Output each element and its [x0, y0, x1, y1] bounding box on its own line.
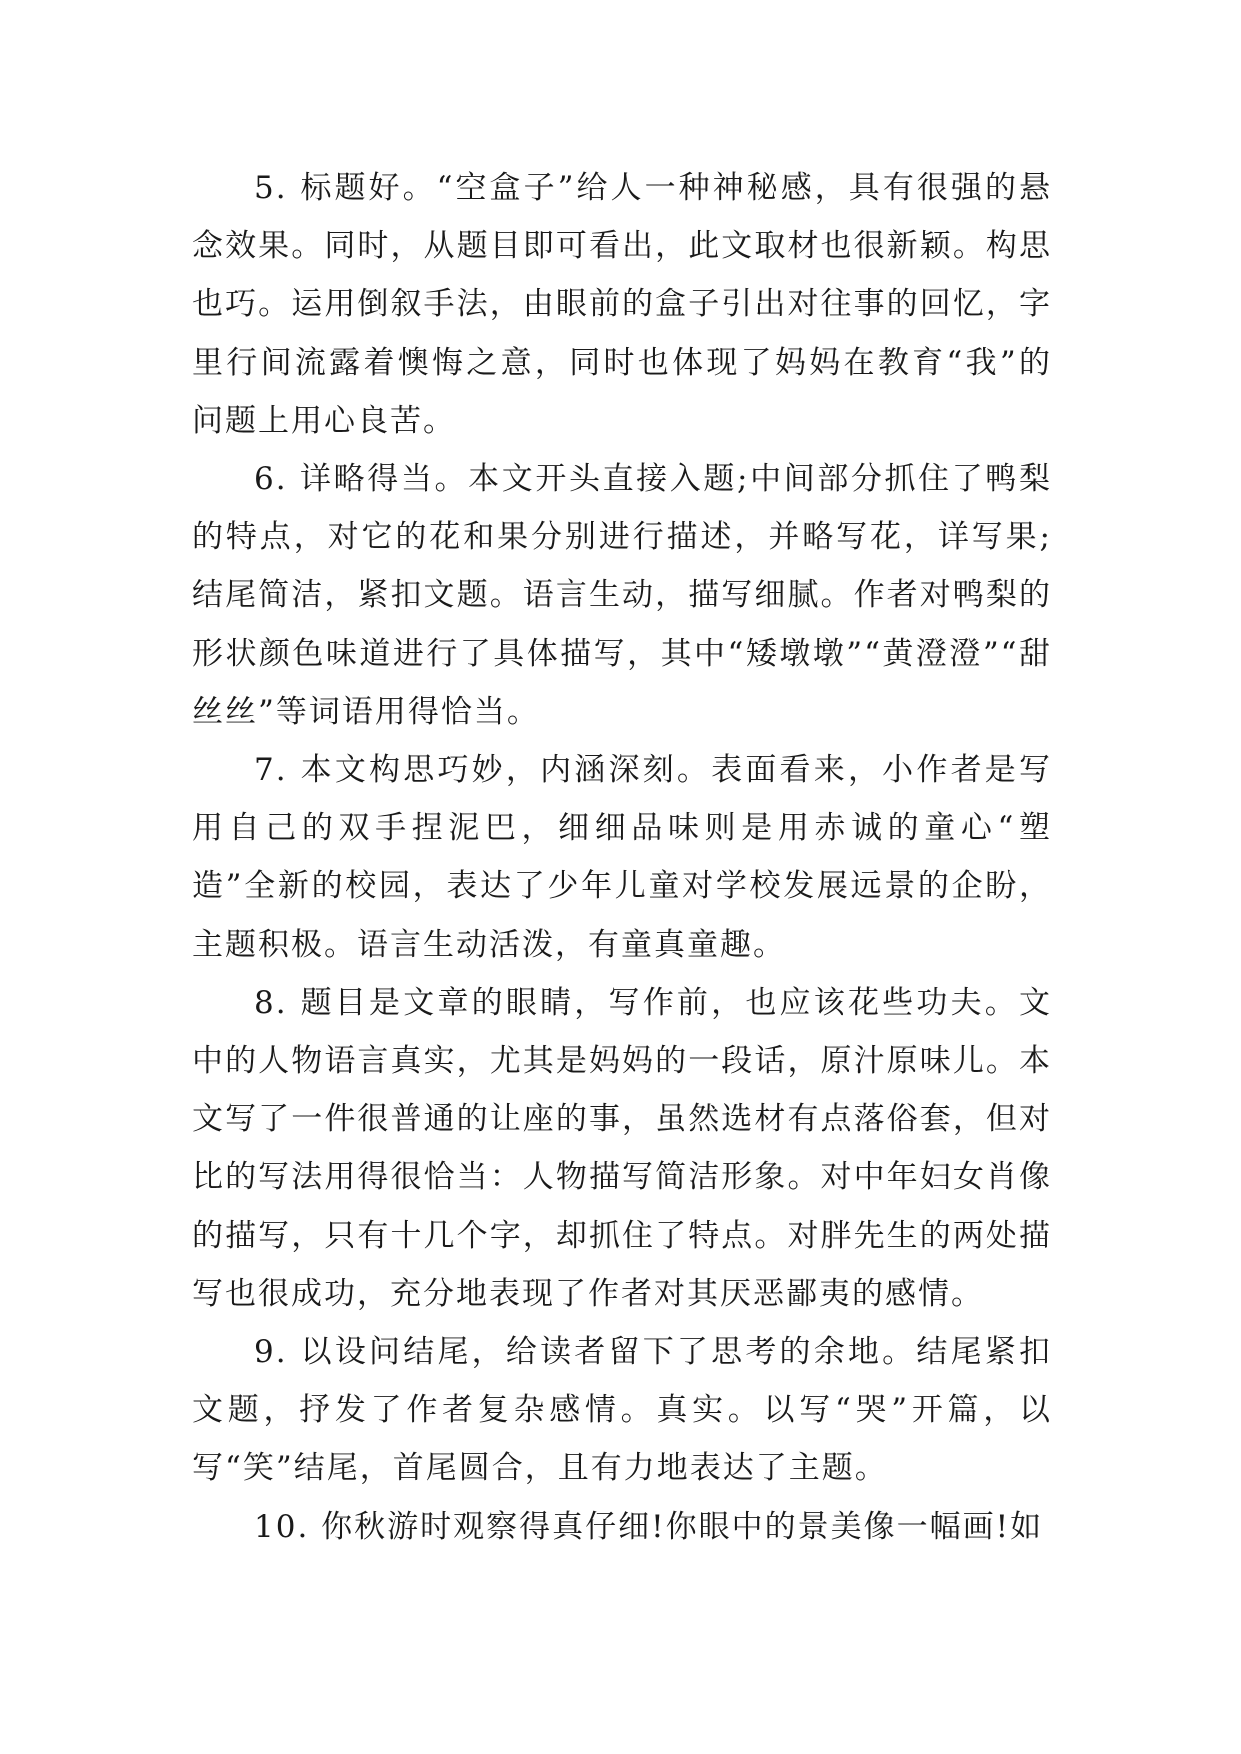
paragraph-5: 5. 标题好。“空盒子”给人一种神秘感，具有很强的悬念效果。同时，从题目即可看出，此文取材也很新颖。构思也巧。运用倒叙手法，由眼前的盒子引出对往事的回忆，字里行间流露着懊悔之意，同时也体现了妈妈在教育“我”的问题上用心良苦。	[192, 170, 1052, 439]
paragraph-10: 10. 你秋游时观察得真仔细!你眼中的景美像一幅画!如	[254, 1508, 1044, 1545]
paragraph-9: 9. 以设问结尾，给读者留下了思考的余地。结尾紧扣文题，抒发了作者复杂感情。真实。以写“哭”开篇，以写“笑”结尾，首尾圆合，且有力地表达了主题。	[192, 1334, 1052, 1487]
paragraph-8: 8. 题目是文章的眼睛，写作前，也应该花些功夫。文中的人物语言真实，尤其是妈妈的一段话，原汁原味儿。本文写了一件很普通的让座的事，虽然选材有点落俗套，但对比的写法用得很恰当：人物描写简洁形象。对中年妇女肖像的描写，只有十几个字，却抓住了特点。对胖先生的两处描写也很成功，充分地表现了作者对其厌恶鄙夷的感情。	[192, 984, 1052, 1312]
paragraph-6: 6. 详略得当。本文开头直接入题;中间部分抓住了鸭梨的特点，对它的花和果分别进行描述，并略写花，详写果;结尾简洁，紧扣文题。语言生动，描写细腻。作者对鸭梨的形状颜色味道进行了具体描写，其中“矮墩墩”“黄澄澄”“甜丝丝”等词语用得恰当。	[192, 461, 1052, 730]
paragraph-7: 7. 本文构思巧妙，内涵深刻。表面看来，小作者是写用自己的双手捏泥巴，细细品味则是用赤诚的童心“塑造”全新的校园，表达了少年儿童对学校发展远景的企盼，主题积极。语言生动活泼，有童真童趣。	[192, 752, 1052, 963]
document-body	[192, 159, 1052, 1556]
